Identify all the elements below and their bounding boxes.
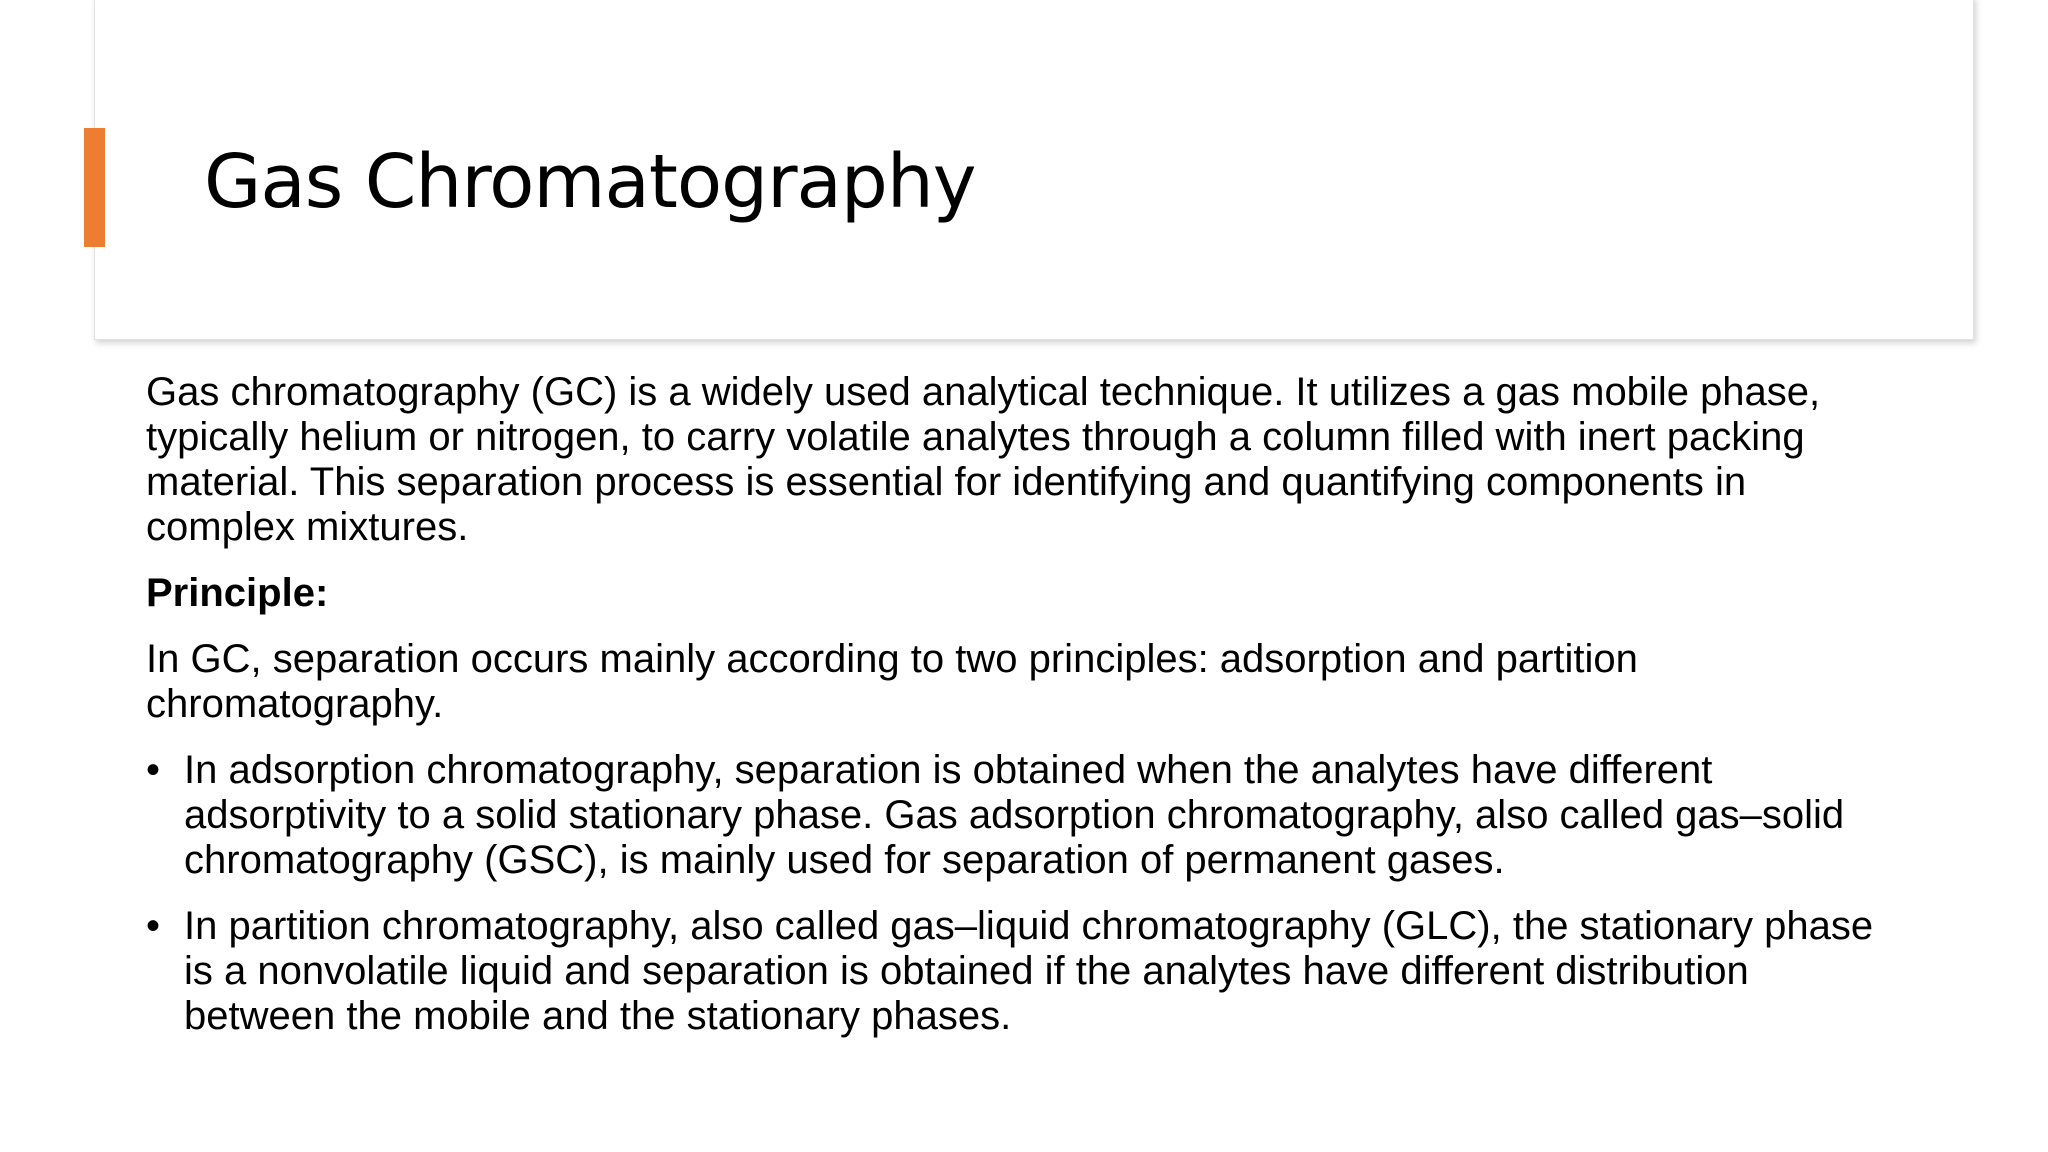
slide-body (146, 370, 1906, 1060)
bullet-item-partition (146, 904, 1906, 1039)
bullet-text: In adsorption chromatography, separation is obtained when the analytes have different adsorptivity to a solid stationary phase. Gas adsorption chromatography, also called gas–solid chromatography (GSC), is mainly used for separation of permanent gases. (184, 748, 1845, 882)
bullet-icon: • (146, 904, 161, 948)
bullet-icon: • (146, 748, 161, 792)
principle-heading: Principle: (146, 571, 329, 615)
title-accent-bar (84, 128, 105, 247)
bullet-text: In partition chromatography, also called gas–liquid chromatography (GLC), the stationary phase is a nonvolatile liquid and separation is obtained if the analytes have different distribution between the mobile and the stationary phases. (184, 904, 1874, 1038)
slide-title: Gas Chromatography (204, 139, 976, 225)
bullet-list (146, 748, 1906, 1039)
intro-paragraph: Gas chromatography (GC) is a widely used analytical technique. It utilizes a gas mobile phase, typically helium or nitrogen, to carry volatile analytes through a column filled with inert packing material. This separation process is essential for identifying and quantifying components in complex mixtures. (146, 370, 1821, 549)
principle-paragraph: In GC, separation occurs mainly according to two principles: adsorption and partition chromatography. (146, 637, 1638, 726)
bullet-item-adsorption (146, 748, 1906, 883)
